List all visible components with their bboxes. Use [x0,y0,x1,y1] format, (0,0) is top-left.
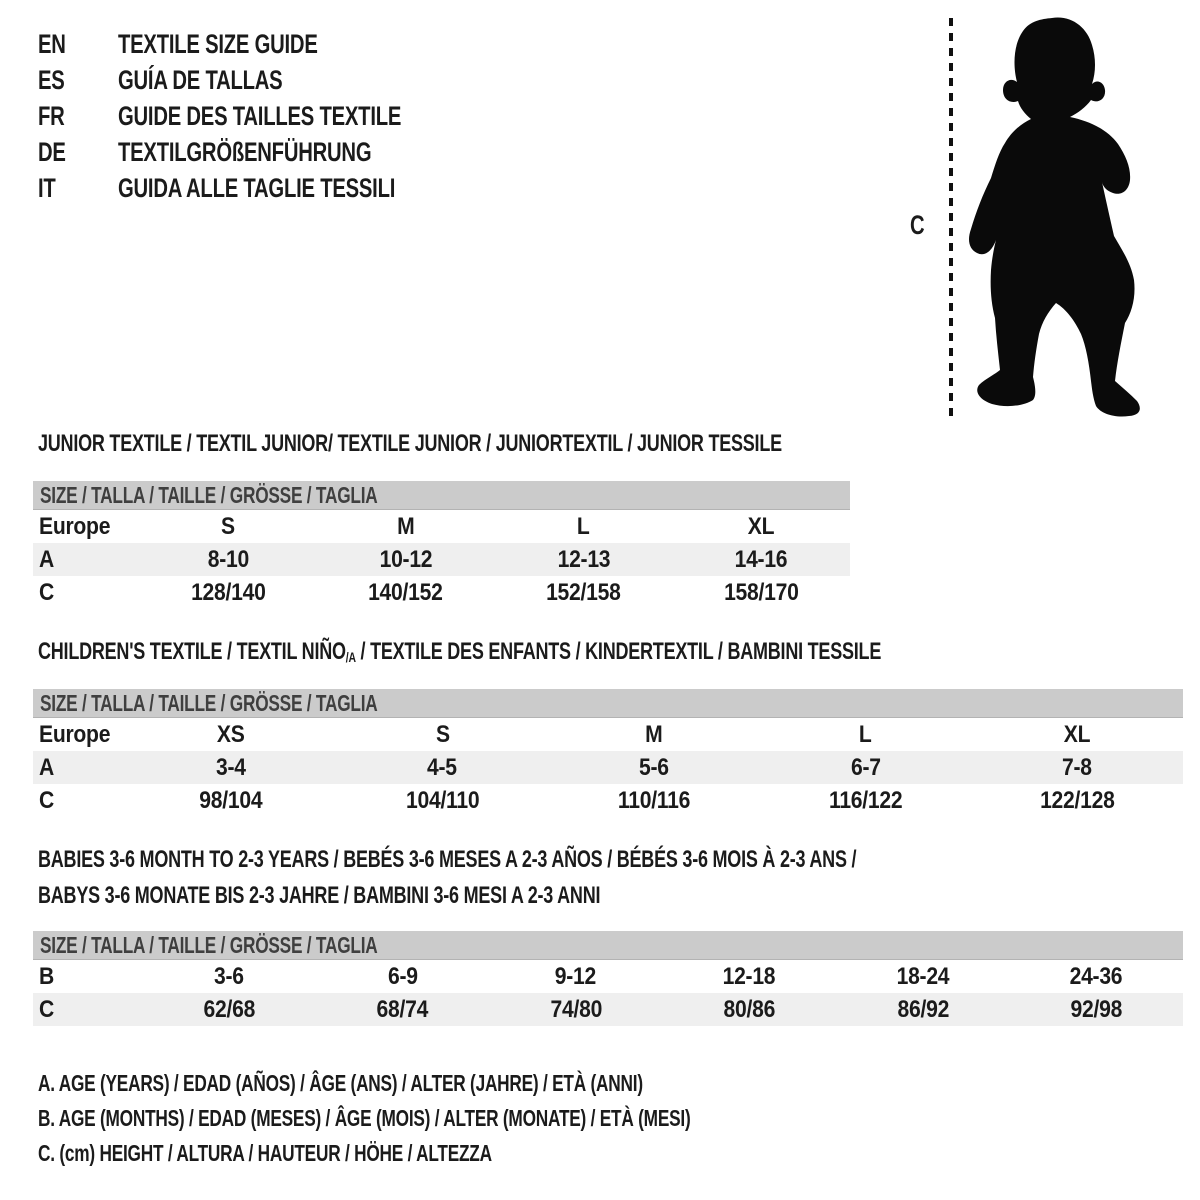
height-value: 98/104 [199,786,263,814]
guide-title-es: GUÍA DE TALLAS [118,64,283,95]
age-value: 12-13 [557,545,610,573]
childrens-section-title: CHILDREN'S TEXTILE / TEXTIL $NIÑO_{/A}$ / TEXTILE DES ENFANTS / KINDERTEXTIL / BAMBINI TESSILE [38,638,882,666]
babies-section-title-line2: BABYS 3-6 MONATE BIS 2-3 JAHRE / BAMBINI 3-6 MESI A 2-3 ANNI [38,882,601,909]
childrens-size-table [33,689,1183,817]
age-value: 6-7 [850,753,881,781]
height-value: 74/80 [550,995,602,1023]
table-row-europe [33,510,850,543]
height-value: 68/74 [376,995,429,1023]
guide-title-de: TEXTILGRÖßENFÜHRUNG [118,136,372,167]
language-code: DE [38,136,66,167]
table-row-months [33,960,1183,993]
guide-title-en: TEXTILE SIZE GUIDE [118,28,318,59]
table-row-europe [33,718,1183,751]
junior-section-title: JUNIOR TEXTILE / TEXTIL JUNIOR/ TEXTILE JUNIOR / JUNIORTEXTIL / JUNIOR TESSILE [38,430,782,457]
language-code: IT [38,172,56,203]
height-value: 104/110 [405,786,480,814]
row-label: C [39,578,55,606]
age-value: 10-12 [379,545,433,573]
size-value: XL [747,512,775,540]
months-value: 12-18 [722,962,776,990]
size-value: M [645,720,663,748]
row-label: B [39,962,55,990]
height-value: 152/158 [546,578,621,606]
age-value: 14-16 [734,545,788,573]
language-list [38,26,496,206]
months-value: 24-36 [1069,962,1123,990]
months-value: 18-24 [896,962,950,990]
table-row-height [33,576,850,609]
size-value: L [577,512,590,540]
height-value: 80/86 [723,995,776,1023]
height-value: 116/122 [828,786,903,814]
row-label: A [39,753,55,781]
babies-size-table [33,931,1183,1026]
size-table-header: SIZE / TALLA / TAILLE / GRÖSSE / TAGLIA [33,481,850,510]
size-value: L [859,720,872,748]
height-value: 86/92 [897,995,949,1023]
legend-line-a: A. AGE (YEARS) / EDAD (AÑOS) / ÂGE (ANS) / ALTER (JAHRE) / ETÀ (ANNI) [38,1070,643,1096]
measurement-legend [38,1066,908,1171]
guide-title-it: GUIDA ALLE TAGLIE TESSILI [118,172,396,203]
row-label: Europe [39,512,111,540]
size-value: S [221,512,235,540]
height-value: 92/98 [1070,995,1123,1023]
row-label: A [39,545,55,573]
size-table-header: SIZE / TALLA / TAILLE / GRÖSSE / TAGLIA [33,931,1183,960]
table-row-height [33,993,1183,1026]
language-row-it [38,170,496,206]
table-row-age [33,543,850,576]
height-value: 122/128 [1039,786,1115,814]
toddler-silhouette-icon [900,0,1200,430]
months-value: 9-12 [555,962,597,990]
height-measure-label: C [910,210,925,240]
junior-size-table [33,481,850,609]
language-row-fr [38,98,496,134]
age-value: 4-5 [427,753,458,781]
language-code: ES [38,64,65,95]
legend-line-c: C. (cm) HEIGHT / ALTURA / HAUTEUR / HÖHE / ALTEZZA [38,1140,492,1166]
height-value: 128/140 [190,578,266,606]
language-code: EN [38,28,66,59]
height-value: 140/152 [368,578,443,606]
babies-section-title-line1: BABIES 3-6 MONTH TO 2-3 YEARS / BEBÉS 3-6 MESES A 2-3 AÑOS / BÉBÉS 3-6 MOIS À 2-3 ANS / [38,846,857,873]
age-value: 3-4 [215,753,246,781]
age-value: 7-8 [1062,753,1093,781]
size-value: S [435,720,450,748]
months-value: 3-6 [214,962,244,990]
language-code: FR [38,100,65,131]
height-value: 158/170 [723,578,799,606]
size-value: XL [1063,720,1091,748]
age-value: 5-6 [639,753,669,781]
table-row-height [33,784,1183,817]
language-row-es [38,62,496,98]
row-label: Europe [39,720,111,748]
age-value: 8-10 [207,545,249,573]
language-row-de [38,134,496,170]
size-value: M [397,512,415,540]
row-label: C [39,995,55,1023]
table-row-age [33,751,1183,784]
guide-title-fr: GUIDE DES TAILLES TEXTILE [118,100,402,131]
legend-line-b: B. AGE (MONTHS) / EDAD (MESES) / ÂGE (MOIS) / ALTER (MONATE) / ETÀ (MESI) [38,1105,691,1131]
size-value: XS [216,720,245,748]
toddler-figure [900,0,1200,430]
months-value: 6-9 [387,962,418,990]
height-value: 62/68 [203,995,255,1023]
row-label: C [39,786,55,814]
height-value: 110/116 [617,786,691,814]
nino-a-subscript: /A [345,649,356,666]
language-row-en [38,26,496,62]
size-table-header: SIZE / TALLA / TAILLE / GRÖSSE / TAGLIA [33,689,1183,718]
